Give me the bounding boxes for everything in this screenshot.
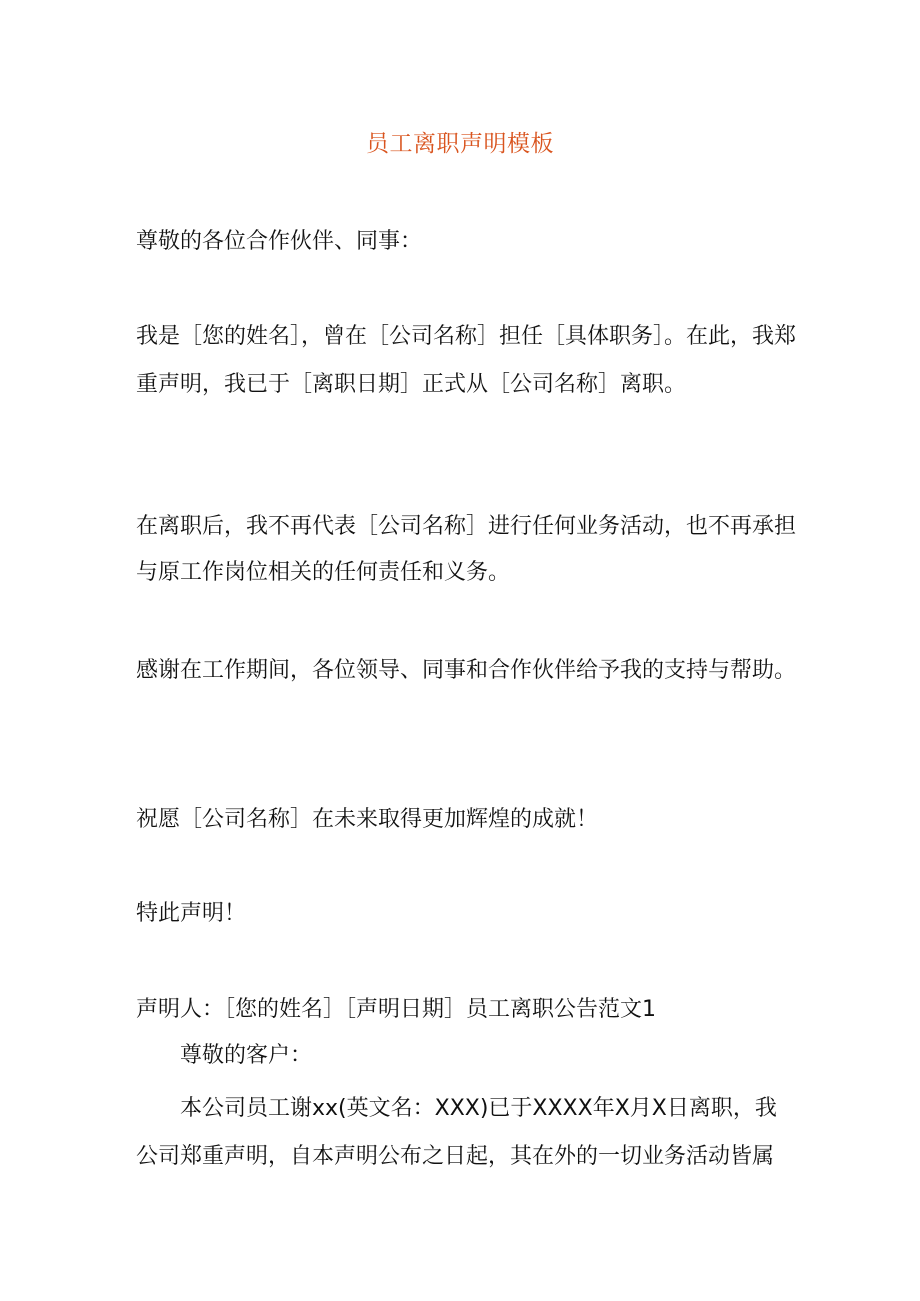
dear-client-line: 尊敬的客户：	[180, 1043, 313, 1068]
intro-paragraph: 我是［您的姓名］，曾在［公司名称］担任［具体职务］。在此，我郑重声明，我已于［离职日期］正式从［公司名称］离职。	[136, 324, 797, 397]
document-title: 员工离职声明模板	[366, 131, 554, 157]
thanks-paragraph: 感谢在工作期间，各位领导、同事和合作伙伴给予我的支持与帮助。	[136, 658, 797, 683]
greeting-paragraph: 尊敬的各位合作伙伴、同事：	[136, 229, 423, 254]
after-leaving-paragraph: 在离职后，我不再代表［公司名称］进行任何业务活动，也不再承担与原工作岗位相关的任何责任和义务。	[136, 514, 797, 585]
signer-line: 声明人：［您的姓名］［声明日期］员工离职公告范文1	[136, 997, 656, 1022]
notice-body-paragraph: 本公司员工谢xx(英文名：XXX)已于XXXX年X月X日离职，我公司郑重声明，自本声明公布之日起，其在外的一切业务活动皆属	[136, 1096, 777, 1169]
special-statement: 特此声明！	[136, 901, 247, 926]
wish-paragraph: 祝愿［公司名称］在未来取得更加辉煌的成就！	[136, 807, 599, 832]
